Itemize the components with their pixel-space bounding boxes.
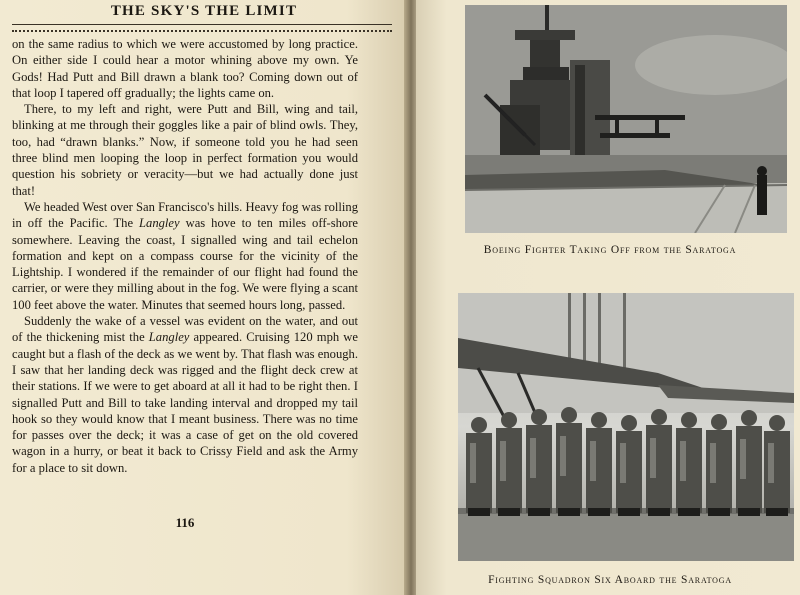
paragraph: [12, 313, 358, 476]
text-run: We headed West over San Francisco's hills. Heavy fog was rolling in off the Pacific. The: [12, 199, 358, 231]
header-rule: [12, 24, 392, 32]
text-run: Suddenly the wake of a vessel was evident on the water, and out of the thickening mist the: [12, 314, 358, 345]
running-head: THE SKY'S THE LIMIT: [110, 3, 298, 19]
paragraph: [12, 199, 358, 313]
page-number: 116: [175, 515, 195, 530]
squadron-illustration: [458, 293, 794, 561]
paragraph: on the same radius to which we were accustomed by long practice. On either side I could hear a motor whining above my own. Ye Gods! Had Putt and Bill drawn a blank too? Coming down out of that loop I tapered off gradually; the lights came on.: [12, 37, 358, 100]
ship-name: Langley: [139, 216, 180, 231]
ship-name: Langley: [148, 330, 190, 345]
photo-carrier-island: [465, 5, 787, 233]
text-run: was hove to ten miles off-shore somewhere. Leaving the coast, I signalled wing and tail echelon formation and kept on a compass course for the vicinity of the Lightship. I wondered if the remainder of our flight had found the carrier, or were they milling about in the fog. We were flying a scant 100 feet above the water. Minutes that seemed hours long, passed.: [12, 216, 358, 312]
caption-top: Boeing Fighter Taking Off from the Saratoga: [483, 244, 737, 256]
photo-squadron: [458, 293, 794, 561]
text-run: appeared. Cruising 120 mph we caught but a flash of the deck as we went by. That flash was enough. I saw that her landing deck was rigged and the flight deck crew at their stations. If we were to get aboard at all it had to be right then. I signalled Putt and Bill to take landing interval and dropped my tail hook so they would know that I meant business. There was no time for passes over the deck; it was a case of get on the old covered wagon in a hurry, or beat it back to Crissy Field and ask the Army for a place to sit down.: [12, 330, 358, 475]
caption-bottom: Fighting Squadron Six Aboard the Saratoga: [488, 574, 732, 586]
body-text: [12, 36, 358, 476]
carrier-illustration: [465, 5, 787, 233]
paragraph: There, to my left and right, were Putt and Bill, wing and tail, blinking at me through their goggles like a pair of blind owls. They, too, had “drawn blanks.” Now, if someone told you he had seen three blind men looping the loop in perfect formation you would question his sobriety or veracity—but we had actually done just that!: [12, 102, 358, 198]
